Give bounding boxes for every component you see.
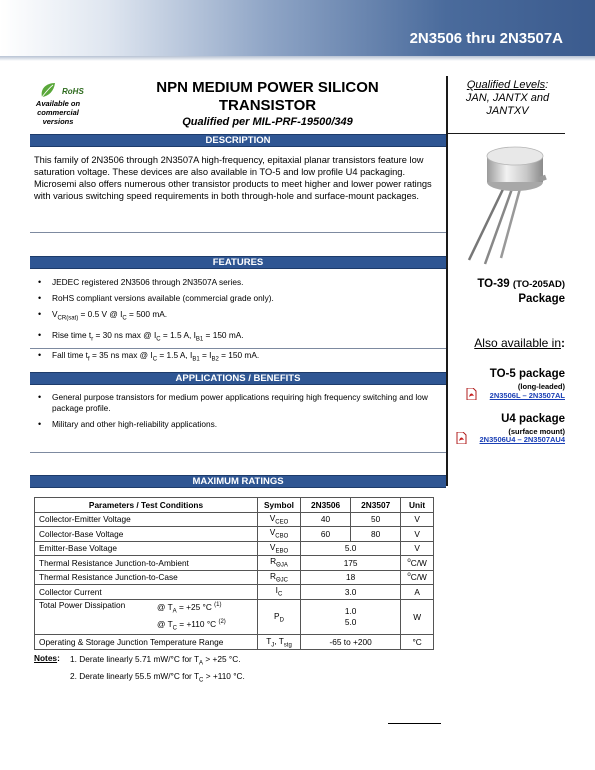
column-header: Unit	[401, 498, 434, 513]
product-title	[120, 79, 415, 115]
applications-list	[34, 392, 440, 435]
feature-item: • Fall time $t_f = 35$ ns max @ $I_C = 1.5$ A, $I_{B1} = I_{B2} = 150$ mA.	[34, 350, 440, 366]
footer-rule	[388, 723, 441, 724]
right-column-top-rule	[446, 133, 565, 134]
table-row: Collector-Emitter Voltage $V_{CEO}$ 40 50 V	[35, 512, 434, 527]
note-item: 2. Derate linearly 55.5 mW/°C for $T_C > +110$ °C.	[70, 670, 245, 684]
u4-package-subtitle: (surface mount)	[508, 427, 565, 436]
qualified-levels-label: Qualified Levels	[466, 79, 546, 91]
ratings-section-header: MAXIMUM RATINGS	[30, 475, 446, 488]
table-row: Collector-Base Voltage $V_{CBO}$ 60 80 V	[35, 527, 434, 542]
qualification-line: Qualified per MIL-PRF-19500/349	[182, 116, 353, 128]
column-header: 2N3506	[300, 498, 350, 513]
package-label	[450, 277, 565, 306]
table-row: Collector Current $I_C$ 3.0 A	[35, 585, 434, 600]
applications-section-header: APPLICATIONS / BENEFITS	[30, 372, 446, 385]
qualified-levels-colon: :	[545, 79, 549, 91]
package-word: Package	[518, 293, 565, 305]
table-row: Thermal Resistance Junction-to-Case $R_{\Theta JC}$ 18 $^o$C/W	[35, 570, 434, 585]
part-range-title: 2N3506 thru 2N3507A	[409, 30, 563, 47]
header-banner-shadow	[0, 56, 595, 61]
section-divider	[30, 232, 446, 233]
features-list	[34, 277, 440, 371]
qualified-levels-line: JAN, JANTX and	[465, 92, 550, 104]
features-section-header: FEATURES	[30, 256, 446, 269]
table-row: Thermal Resistance Junction-to-Ambient $R_{\Theta JA}$ 175 $^o$C/W	[35, 556, 434, 571]
section-divider	[30, 348, 446, 349]
section-divider	[30, 452, 446, 453]
also-available-text: Also available in	[474, 336, 561, 350]
note-item: 1. Derate linearly 5.71 mW/°C for $T_A > +25$ °C.	[70, 654, 241, 667]
table-row: Operating & Storage Junction Temperature Range $T_J$, $T_{stg}$ -65 to +200 °C	[35, 635, 434, 650]
rohs-caption-line: versions	[42, 117, 74, 126]
package-alt-name: (TO-205AD)	[512, 279, 565, 290]
table-row: Total Power Dissipation @ $T_A = +25$ °C $^{(1)}$ @ $T_C = +110$ °C $^{(2)}$ $P_D$ 1.0 5.0 W	[35, 599, 434, 635]
column-divider	[446, 76, 448, 486]
u4-package-title: U4 package	[501, 413, 565, 425]
qualified-levels	[450, 79, 565, 118]
column-header: Symbol	[258, 498, 301, 513]
to5-package-title: TO-5 package	[489, 368, 565, 380]
rohs-caption-line: Available on	[35, 99, 81, 108]
product-title-line2: TRANSISTOR	[218, 97, 317, 114]
table-header-row	[35, 498, 434, 513]
feature-item: • $V_{CR(sat)} = 0.5$ V @ $I_C = 500$ mA.	[34, 309, 440, 325]
to39-transistor-image	[455, 140, 565, 270]
feature-item: • Rise time $t_r = 30$ ns max @ $I_C = 1.5$ A, $I_{B1} = 150$ mA.	[34, 330, 440, 346]
qualified-levels-line: JANTXV	[486, 105, 529, 117]
rohs-logo-text: RoHS	[62, 87, 84, 96]
column-header: Parameters / Test Conditions	[35, 498, 258, 513]
to5-package-subtitle: (long-leaded)	[517, 382, 565, 391]
rohs-leaf-icon	[36, 80, 96, 100]
description-text: This family of 2N3506 through 2N3507A high-frequency, epitaxial planar transistors feature low saturation voltage. These devices are also available in TO-5 and low profile U4 packaging. Microsemi also offers numerous other transistor products to meet higher and lower power ratings with various switching speed requirements in both through-hole and surface-mount packages.	[34, 155, 432, 201]
table-row: Emitter-Base Voltage $V_{EBO}$ 5.0 V	[35, 541, 434, 556]
package-name: TO-39	[477, 278, 510, 290]
column-header: 2N3507	[351, 498, 401, 513]
description-section-header: DESCRIPTION	[30, 134, 446, 147]
application-item: • General purpose transistors for medium power applications requiring high frequency switching and low package profile.	[34, 392, 440, 414]
maximum-ratings-table	[34, 497, 434, 650]
notes-label-wrap	[34, 653, 60, 663]
feature-item: • RoHS compliant versions available (commercial grade only).	[34, 293, 440, 304]
notes-label: Notes	[34, 653, 58, 663]
rohs-caption	[28, 99, 88, 126]
product-title-line1: NPN MEDIUM POWER SILICON	[156, 79, 379, 96]
also-available-colon: :	[561, 336, 565, 350]
notes-colon: :	[57, 653, 60, 663]
feature-item: • JEDEC registered 2N3506 through 2N3507A series.	[34, 277, 440, 288]
application-item: • Military and other high-reliability applications.	[34, 419, 440, 430]
also-available-heading	[450, 336, 565, 350]
notes-list	[70, 653, 245, 686]
u4-datasheet-link[interactable]: 2N3506U4 – 2N3507AU4	[479, 435, 565, 444]
to5-datasheet-link[interactable]: 2N3506L – 2N3507AL	[489, 391, 565, 400]
rohs-caption-line: commercial	[37, 108, 79, 117]
